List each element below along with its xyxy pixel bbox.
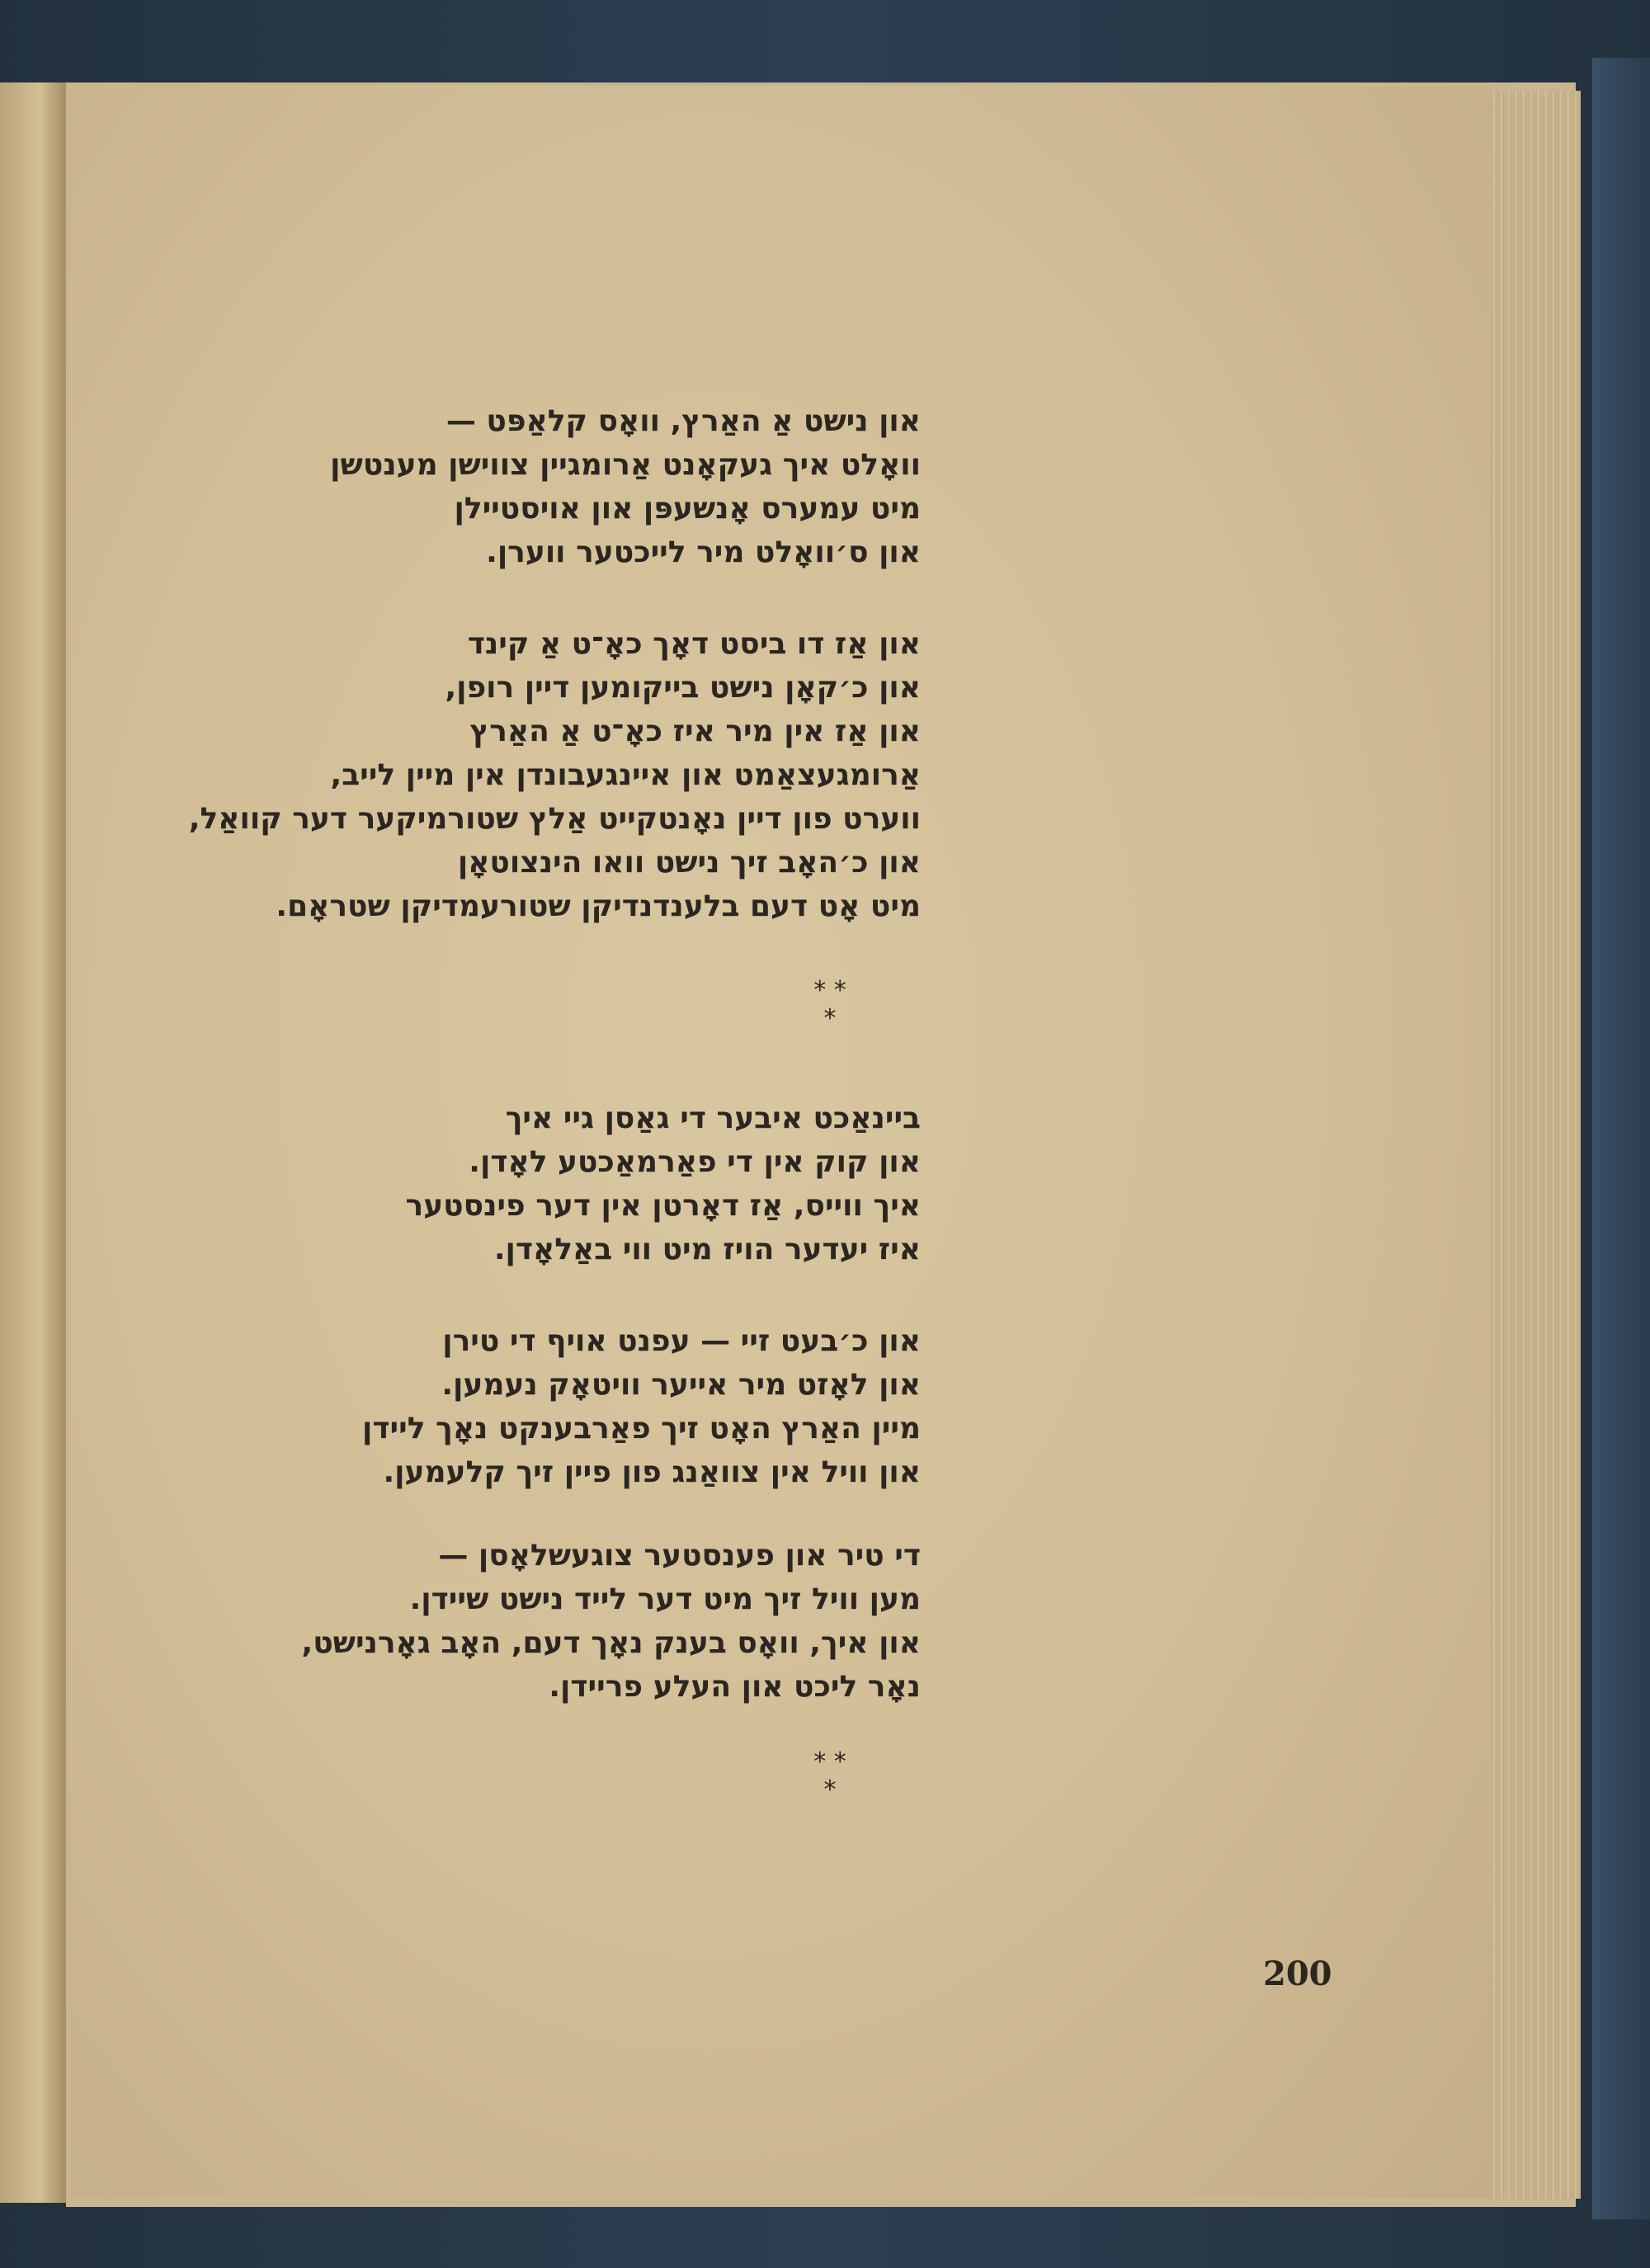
poem-line: און וויל אין צוואַנג פון פיין זיך קלעמען. [383,1455,921,1489]
poem-line: ווערט פון דיין נאָנטקייט אַלץ שטורמיקער דער קוואַל, [188,802,921,836]
poem-line: און ס׳וואָלט מיר לייכטער ווערן. [486,535,921,569]
stanza-1 [178,399,921,574]
poem-line: אַרומגעצאַמט און איינגעבונדן אין מיין לייב, [330,758,921,792]
poem-line: מיט עמערס אָנשעפּן און אויסטיילן [454,492,921,526]
page-number: 200 [1263,1954,1332,1993]
left-page-edge [0,83,66,2203]
poem-line: און כ׳קאָן נישט בייקומען דיין רופן, [445,671,921,705]
stanza-3 [178,1096,921,1271]
section-divider [780,977,879,1033]
poem-line: מיין האַרץ האָט זיך פאַרבענקט נאָך ליידן [361,1412,921,1445]
poem-line: און נישט אַ האַרץ, וואָס קלאַפּט — [446,404,921,438]
poem-line: און אַז אין מיר איז כאָ־ט אַ האַרץ [469,714,921,748]
poem-line: וואָלט איך געקאָנט אַרומגיין צווישן מענטשן [330,448,921,482]
page-stack-edges [1482,91,1581,2199]
poem-line: און קוק אין די פאַרמאַכטע לאָדן. [469,1145,921,1179]
divider-stars-top: * * [813,976,846,1005]
poem-line: ביינאַכט איבער די גאַסן גיי איך [505,1101,921,1135]
stanza-5 [178,1534,921,1709]
poem-line: און כ׳בעט זיי — עפנט אויף די טירן [442,1324,921,1358]
poem-line: און כ׳האָב זיך נישט וואו הינצוטאָן [457,846,921,879]
book-page [71,86,1490,2198]
poem-line: און איך, וואָס בענק נאָך דעם, האָב גאָרנישט, [301,1626,921,1660]
stanza-4 [178,1319,921,1494]
divider-star-bottom: * [823,1775,837,1804]
poem-line: איז יעדער הויז מיט ווי באַלאָדן. [493,1233,921,1266]
poem-line: מיט אָט דעם בלענדנדיקן שטורעמדיקן שטראָם. [276,889,921,923]
poem-line: נאָר ליכט און העלע פריידן. [549,1670,921,1704]
divider-stars-top: * * [813,1747,846,1776]
section-divider [780,1748,879,1804]
poem-line: און לאָזט מיר אייער וויטאָק נעמען. [441,1368,921,1402]
poem-line: און אַז דו ביסט דאָך כאָ־ט אַ קינד [467,627,921,661]
cover-edge [1592,58,1650,2219]
divider-star-bottom: * [823,1004,837,1033]
poem-line: די טיר און פענסטער צוגעשלאָסן — [438,1539,921,1573]
poem-line: מען וויל זיך מיט דער לייד נישט שיידן. [409,1582,921,1616]
stanza-2 [178,622,921,928]
poem-line: איך ווייס, אַז דאָרטן אין דער פינסטער [405,1189,921,1223]
